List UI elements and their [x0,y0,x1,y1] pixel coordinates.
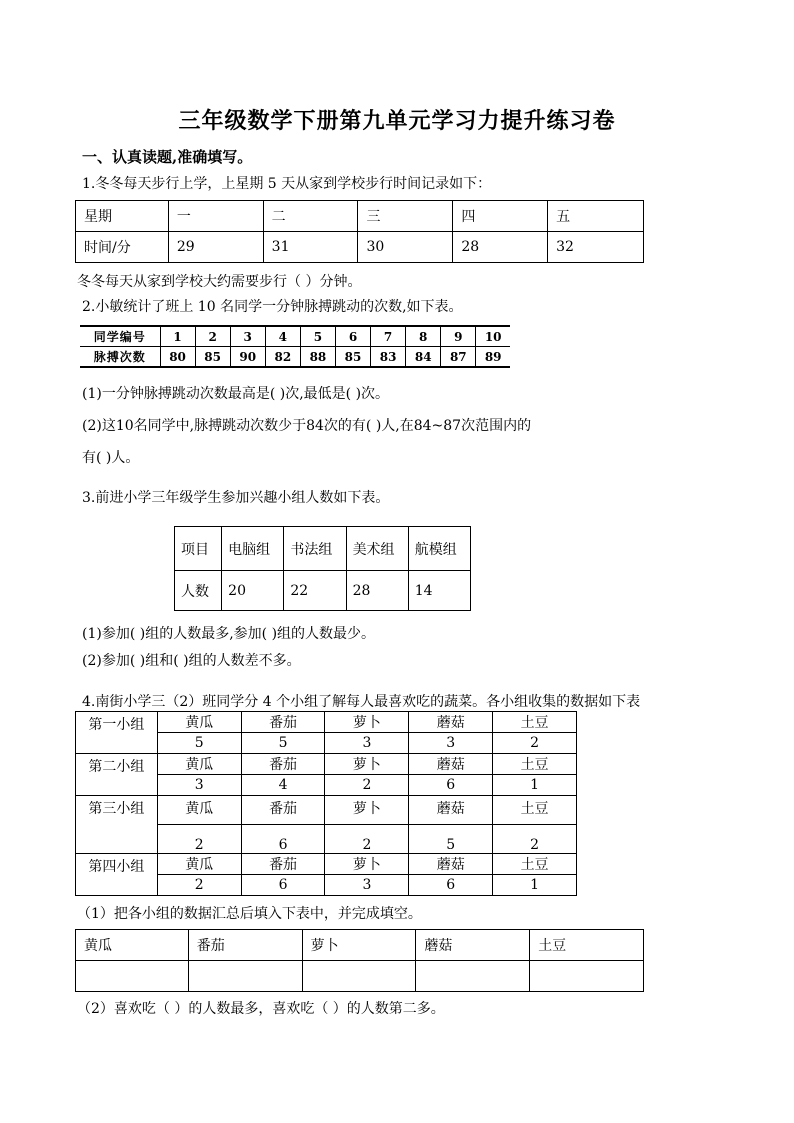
question-4-text: 4.南街小学三（2）班同学分 4 个小组了解每人最喜欢吃的蔬菜。各小组收集的数据如下表 [82,694,641,710]
table-cell: 89 [476,347,510,368]
question-1-blank: 冬冬每天从家到学校大约需要步行（ ）分钟。 [77,274,362,290]
table-row [76,232,644,263]
table-cell: 83 [371,347,406,368]
table-cell: 5 [241,733,325,754]
table-cell: 28 [346,571,408,611]
table-cell: 80 [160,347,195,368]
table-cell: 番茄 [241,854,325,875]
table-cell: 一 [168,201,263,232]
table-cell: 6 [241,875,325,896]
table-cell: 同学编号 [80,326,160,347]
table-cell: 项目 [175,527,222,571]
vegetable-survey-table [75,711,577,896]
table-row [175,527,471,571]
table-row [76,754,577,775]
table-cell: 22 [284,571,346,611]
question-3-part-1: (1)参加( )组的人数最多,参加( )组的人数最少。 [82,626,376,642]
table-cell: 蘑菇 [416,930,530,961]
table-cell: 萝卜 [325,854,409,875]
summary-table [75,929,644,992]
table-cell: 星期 [76,201,169,232]
table-cell: 3 [409,733,493,754]
table-cell: 蘑菇 [409,796,493,825]
question-3-text: 3.前进小学三年级学生参加兴趣小组人数如下表。 [82,490,390,506]
table-cell: 番茄 [241,796,325,825]
table-cell: 9 [441,326,476,347]
table-cell: 4 [265,326,300,347]
table-cell: 5 [300,326,335,347]
table-row [76,712,577,733]
table-cell: 85 [335,347,370,368]
table-row [76,854,577,875]
table-cell: 85 [195,347,230,368]
table-cell: 14 [408,571,470,611]
table-cell: 5 [409,825,493,854]
table-cell: 黄瓜 [157,712,241,733]
table-cell: 6 [409,875,493,896]
table-cell: 土豆 [493,754,577,775]
blank-cell[interactable] [76,961,189,992]
table-cell: 番茄 [241,754,325,775]
table-cell: 番茄 [188,930,302,961]
question-4-part-2: （2）喜欢吃（ ）的人数最多，喜欢吃（ ）的人数第二多。 [77,1001,445,1017]
table-cell: 黄瓜 [157,796,241,825]
group-name: 第三小组 [76,796,158,854]
table-row [76,796,577,825]
table-cell: 29 [168,232,263,263]
table-cell: 2 [493,733,577,754]
table-cell: 31 [263,232,358,263]
question-2-part-2: (2)这10名同学中,脉搏跳动次数少于84次的有( )人,在84~87次范围内的 [82,418,532,434]
question-2-part-3: 有( )人。 [82,450,140,466]
question-1-text: 1.冬冬每天步行上学，上星期 5 天从家到学校步行时间记录如下： [82,176,492,192]
table-cell: 航模组 [408,527,470,571]
table-cell: 1 [493,775,577,796]
table-cell: 90 [230,347,265,368]
table-cell: 番茄 [241,712,325,733]
blank-cell[interactable] [530,961,644,992]
table-cell: 3 [325,733,409,754]
table-cell: 电脑组 [222,527,284,571]
table-cell: 人数 [175,571,222,611]
group-name: 第四小组 [76,854,158,896]
question-2-part-1: (1)一分钟脉搏跳动次数最高是( )次,最低是( )次。 [82,386,390,402]
table-row [175,571,471,611]
question-2-text: 2.小敏统计了班上 10 名同学一分钟脉搏跳动的次数,如下表。 [82,299,463,315]
interest-group-table [174,526,471,611]
table-cell: 88 [300,347,335,368]
table-cell: 萝卜 [325,796,409,825]
table-cell: 32 [548,232,644,263]
table-cell: 蘑菇 [409,754,493,775]
table-cell: 84 [406,347,441,368]
pulse-table [80,325,510,368]
table-cell: 2 [157,875,241,896]
table-row [80,326,510,347]
question-3-part-2: (2)参加( )组和( )组的人数差不多。 [82,653,301,669]
table-cell: 二 [263,201,358,232]
table-cell: 黄瓜 [157,754,241,775]
table-cell: 书法组 [284,527,346,571]
walk-time-table [75,200,644,263]
table-row [76,961,644,992]
table-cell: 土豆 [530,930,644,961]
table-cell: 3 [325,875,409,896]
table-cell: 四 [453,201,548,232]
table-cell: 87 [441,347,476,368]
group-name: 第一小组 [76,712,158,754]
section-heading: 一、认真读题,准确填写。 [82,148,253,166]
table-cell: 时间/分 [76,232,169,263]
table-cell: 2 [325,825,409,854]
table-row [80,347,510,368]
table-cell: 黄瓜 [76,930,189,961]
table-cell: 6 [335,326,370,347]
table-cell: 8 [406,326,441,347]
table-cell: 2 [325,775,409,796]
table-cell: 蘑菇 [409,712,493,733]
table-cell: 2 [493,825,577,854]
table-cell: 萝卜 [325,712,409,733]
table-cell: 美术组 [346,527,408,571]
table-cell: 6 [409,775,493,796]
table-cell: 蘑菇 [409,854,493,875]
blank-cell[interactable] [416,961,530,992]
table-cell: 10 [476,326,510,347]
table-cell: 土豆 [493,712,577,733]
blank-cell[interactable] [302,961,416,992]
table-row [76,201,644,232]
table-cell: 20 [222,571,284,611]
table-cell: 82 [265,347,300,368]
table-cell: 萝卜 [325,754,409,775]
table-cell: 2 [157,825,241,854]
table-cell: 6 [241,825,325,854]
question-4-part-1: （1）把各小组的数据汇总后填入下表中，并完成填空。 [77,906,422,922]
blank-cell[interactable] [188,961,302,992]
table-cell: 萝卜 [302,930,416,961]
table-cell: 3 [230,326,265,347]
table-cell: 7 [371,326,406,347]
group-name: 第二小组 [76,754,158,796]
table-cell: 1 [160,326,195,347]
table-cell: 三 [358,201,453,232]
table-cell: 黄瓜 [157,854,241,875]
table-cell: 土豆 [493,796,577,825]
table-cell: 4 [241,775,325,796]
table-cell: 土豆 [493,854,577,875]
table-cell: 2 [195,326,230,347]
table-cell: 脉搏次数 [80,347,160,368]
page-title: 三年级数学下册第九单元学习力提升练习卷 [178,108,616,134]
table-cell: 1 [493,875,577,896]
table-cell: 28 [453,232,548,263]
table-cell: 3 [157,775,241,796]
table-cell: 五 [548,201,644,232]
table-row [76,930,644,961]
table-cell: 5 [157,733,241,754]
table-cell: 30 [358,232,453,263]
